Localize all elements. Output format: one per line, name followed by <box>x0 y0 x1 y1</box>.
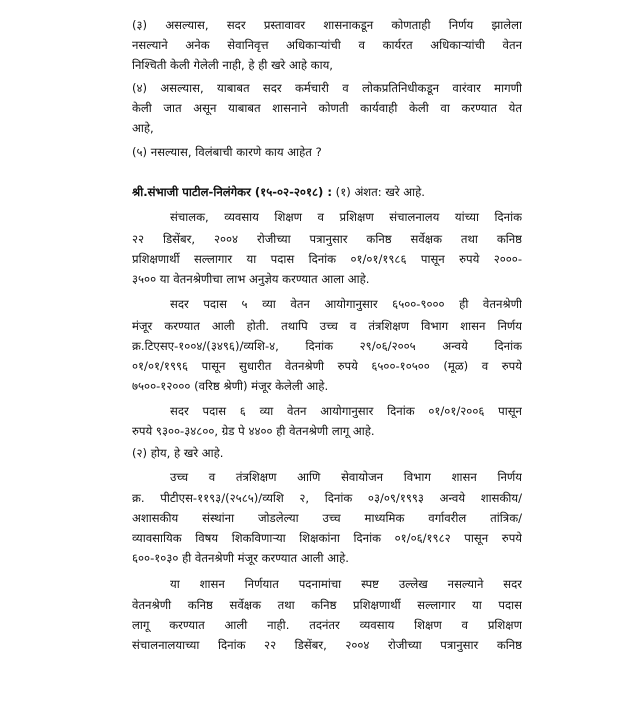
text-line: ३५०० या वेतनश्रेणीचा लाभ अनुज्ञेय करण्यात आला आहे. <box>132 272 370 286</box>
text-line: (५) नसल्यास, विलंबाची कारणे काय आहेत ? <box>132 145 322 159</box>
text-line: नसल्याने अनेक सेवानिवृत्त अधिकाऱ्यांची व कार्यरत अधिकाऱ्यांची वेतन <box>132 38 522 52</box>
text-line: वेतनश्रेणी कनिष्ठ सर्वेक्षक तथा कनिष्ठ प्रशिक्षणार्थी सल्लागार या पदास <box>132 598 522 612</box>
text-line: २२ डिसेंबर, २००४ रोजीच्या पत्रानुसार कनिष्ठ सर्वेक्षक तथा कनिष्ठ <box>132 232 522 246</box>
text-line: संचालक, व्यवसाय शिक्षण व प्रशिक्षण संचालनालय यांच्या दिनांक <box>170 210 522 224</box>
text-line: सदर पदास ५ व्या वेतन आयोगानुसार ६५००-९००० ही वेतनश्रेणी <box>170 297 522 311</box>
text-line: केली जात असून याबाबत शासनाने कोणती कार्यवाही केली वा करण्यात येत <box>132 101 522 115</box>
speaker-name: श्री.संभाजी पाटील-निलंगेकर (१५-०२-२०१८) : <box>132 185 332 199</box>
text-line: प्रशिक्षणार्थी सल्लागार या पदास दिनांक ०१/०१/१९८६ पासून रुपये २०००- <box>132 252 522 266</box>
text-line: (२) होय, हे खरे आहे. <box>132 446 224 460</box>
text-line: ६००-१०३० ही वेतनश्रेणी मंजूर करण्यात आली आहे. <box>132 551 349 565</box>
text-line: (३) असल्यास, सदर प्रस्तावावर शासनाकडून कोणताही निर्णय झालेला <box>132 18 522 32</box>
text-line: उच्च व तंत्रशिक्षण आणि सेवायोजन विभाग शासन निर्णय <box>170 470 522 484</box>
text-line: ७५००-१२००० (वरिष्ठ श्रेणी) मंजूर केलेली आहे. <box>132 379 329 393</box>
text-line: अशासकीय संस्थांना जोडलेल्या उच्च माध्यमिक वर्गावरील तांत्रिक/ <box>132 511 522 525</box>
text-line: व्यावसायिक विषय शिकविणाऱ्या शिक्षकांना दिनांक ०१/०६/१९८२ पासून रुपये <box>132 531 522 545</box>
text-line: मंजूर करण्यात आली होती. तथापि उच्च व तंत्रशिक्षण विभाग शासन निर्णय <box>132 319 522 333</box>
text-line: आहे, <box>132 121 154 135</box>
text-line: क्र. पीटीएस-११९३/(२५८५)/व्यशि २, दिनांक ०३/०९/१९९३ अन्वये शासकीय/ <box>132 491 522 505</box>
text-line: या शासन निर्णयात पदनामांचा स्पष्ट उल्लेख नसल्याने सदर <box>170 577 522 591</box>
answer-text: (१) अंशत: खरे आहे. <box>332 185 425 199</box>
answer-heading-line <box>132 185 522 199</box>
text-line: रुपये ९३००-३४८००, ग्रेड पे ४४०० ही वेतनश्रेणी लागू आहे. <box>132 424 375 438</box>
text-line: ०१/०१/१९९६ पासून सुधारीत वेतनश्रेणी रुपये ६५००-१०५०० (मूळ) व रुपये <box>132 359 522 373</box>
text-line: संचालनालयाच्या दिनांक २२ डिसेंबर, २००४ रोजीच्या पत्रानुसार कनिष्ठ <box>132 638 522 652</box>
text-line: लागू करण्यात आली नाही. तदनंतर व्यवसाय शिक्षण व प्रशिक्षण <box>132 618 522 632</box>
text-line: सदर पदास ६ व्या वेतन आयोगानुसार दिनांक ०१/०१/२००६ पासून <box>170 404 522 418</box>
text-line: (४) असल्यास, याबाबत सदर कर्मचारी व लोकप्रतिनिधीकडून वारंवार मागणी <box>132 81 522 95</box>
text-line: निश्चिती केली गेलेली नाही, हे ही खरे आहे काय, <box>132 58 333 72</box>
text-line: क्र.टिएसए-१००४/(३४९६)/व्यशि-४, दिनांक २९/०६/२००५ अन्वये दिनांक <box>132 339 522 353</box>
